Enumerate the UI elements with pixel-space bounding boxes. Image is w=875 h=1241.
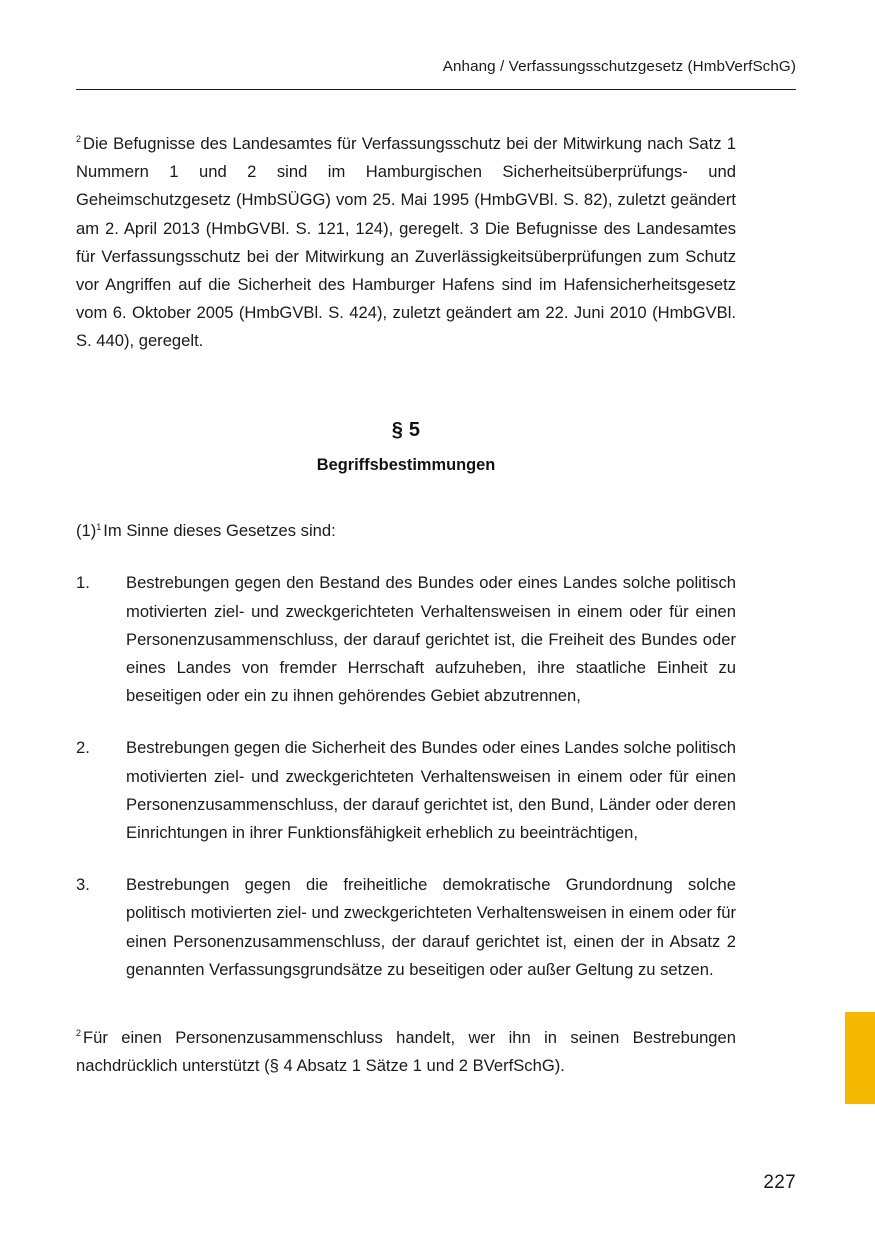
- list-item-number: 2.: [76, 738, 90, 758]
- page-number: 227: [763, 1172, 796, 1193]
- list-item: [76, 847, 736, 984]
- page-content: [76, 130, 736, 1080]
- absatz-1-lead-in: [76, 475, 736, 545]
- closing-paragraph: [76, 984, 736, 1080]
- thumb-index-tab: [845, 1012, 875, 1104]
- list-item-number: 1.: [76, 573, 90, 593]
- section-title-heading: Begriffsbestimmungen: [316, 455, 496, 474]
- list-item: [76, 710, 736, 847]
- list-item-text: Bestrebungen gegen den Bestand des Bundes oder eines Landes solche politisch motivierten ziel- und zweckgerichteten Verhaltensweisen in einem oder für einen Personenzusammenschluss, der darauf gerichtet ist, die Freiheit des Bundes oder eines Landes von fremder Herrschaft aufzuheben, ihre staatliche Einheit zu beseitigen oder ein zu ihnen gehörendes Gebiet abzutrennen,: [126, 573, 736, 706]
- running-header: Anhang / Verfassungsschutzgesetz (HmbVerfSchG): [442, 58, 796, 75]
- definitions-list: [76, 545, 736, 984]
- sentence-marker: 2: [76, 1028, 82, 1039]
- intro-paragraph-text: Die Befugnisse des Landesamtes für Verfassungsschutz bei der Mitwirkung nach Satz 1 Nummern 1 und 2 sind im Hamburgischen Sicherheitsüberprüfungs- und Geheimschutzgesetz (HmbSÜGG) vom 25. Mai 1995 (HmbGVBl. S. 82), zuletzt geändert am 2. April 2013 (HmbGVBl. S. 121, 124), geregelt. 3 Die Befugnisse des Landesamtes für Verfassungsschutz bei der Mitwirkung an Zuverlässigkeitsüberprüfungen zum Schutz vor Angriffen auf die Sicherheit des Hamburger Hafens sind im Hafensicherheitsgesetz vom 6. Oktober 2005 (HmbGVBl. S. 424), zuletzt geändert am 22. Juni 2010 (HmbGVBl. S. 440), geregelt.: [76, 134, 736, 351]
- section-number-heading: § 5: [391, 418, 421, 441]
- sentence-marker: 1: [96, 521, 102, 532]
- closing-paragraph-text: Für einen Personenzusammenschluss handelt, wer ihn in seinen Bestrebungen nachdrücklich unterstützt (§ 4 Absatz 1 Sätze 1 und 2 BVerfSchG).: [76, 1027, 736, 1076]
- intro-paragraph: [76, 130, 736, 356]
- header-rule: [76, 89, 796, 90]
- absatz-label: (1): [76, 521, 97, 541]
- list-item-text: Bestrebungen gegen die freiheitliche demokratische Grundordnung solche politisch motivierten ziel- und zweckgerichteten Verhaltensweisen in einem oder für einen Personenzusammenschluss, der darauf gerichtet ist, einen der in Absatz 2 genannten Verfassungsgrundsätze zu beseitigen oder außer Geltung zu setzen.: [126, 875, 736, 979]
- sentence-marker: 2: [76, 134, 82, 145]
- list-item-text: Bestrebungen gegen die Sicherheit des Bundes oder eines Landes solche politisch motivierten ziel- und zweckgerichteten Verhaltensweisen in einem oder für einen Personenzusammenschluss, der darauf gerichtet ist, den Bund, Länder oder deren Einrichtungen in ihrer Funktionsfähigkeit erheblich zu beeinträchtigen,: [126, 738, 736, 842]
- list-item: [76, 545, 736, 710]
- absatz-lead-in-text: Im Sinne dieses Gesetzes sind:: [103, 521, 336, 541]
- list-item-number: 3.: [76, 875, 90, 895]
